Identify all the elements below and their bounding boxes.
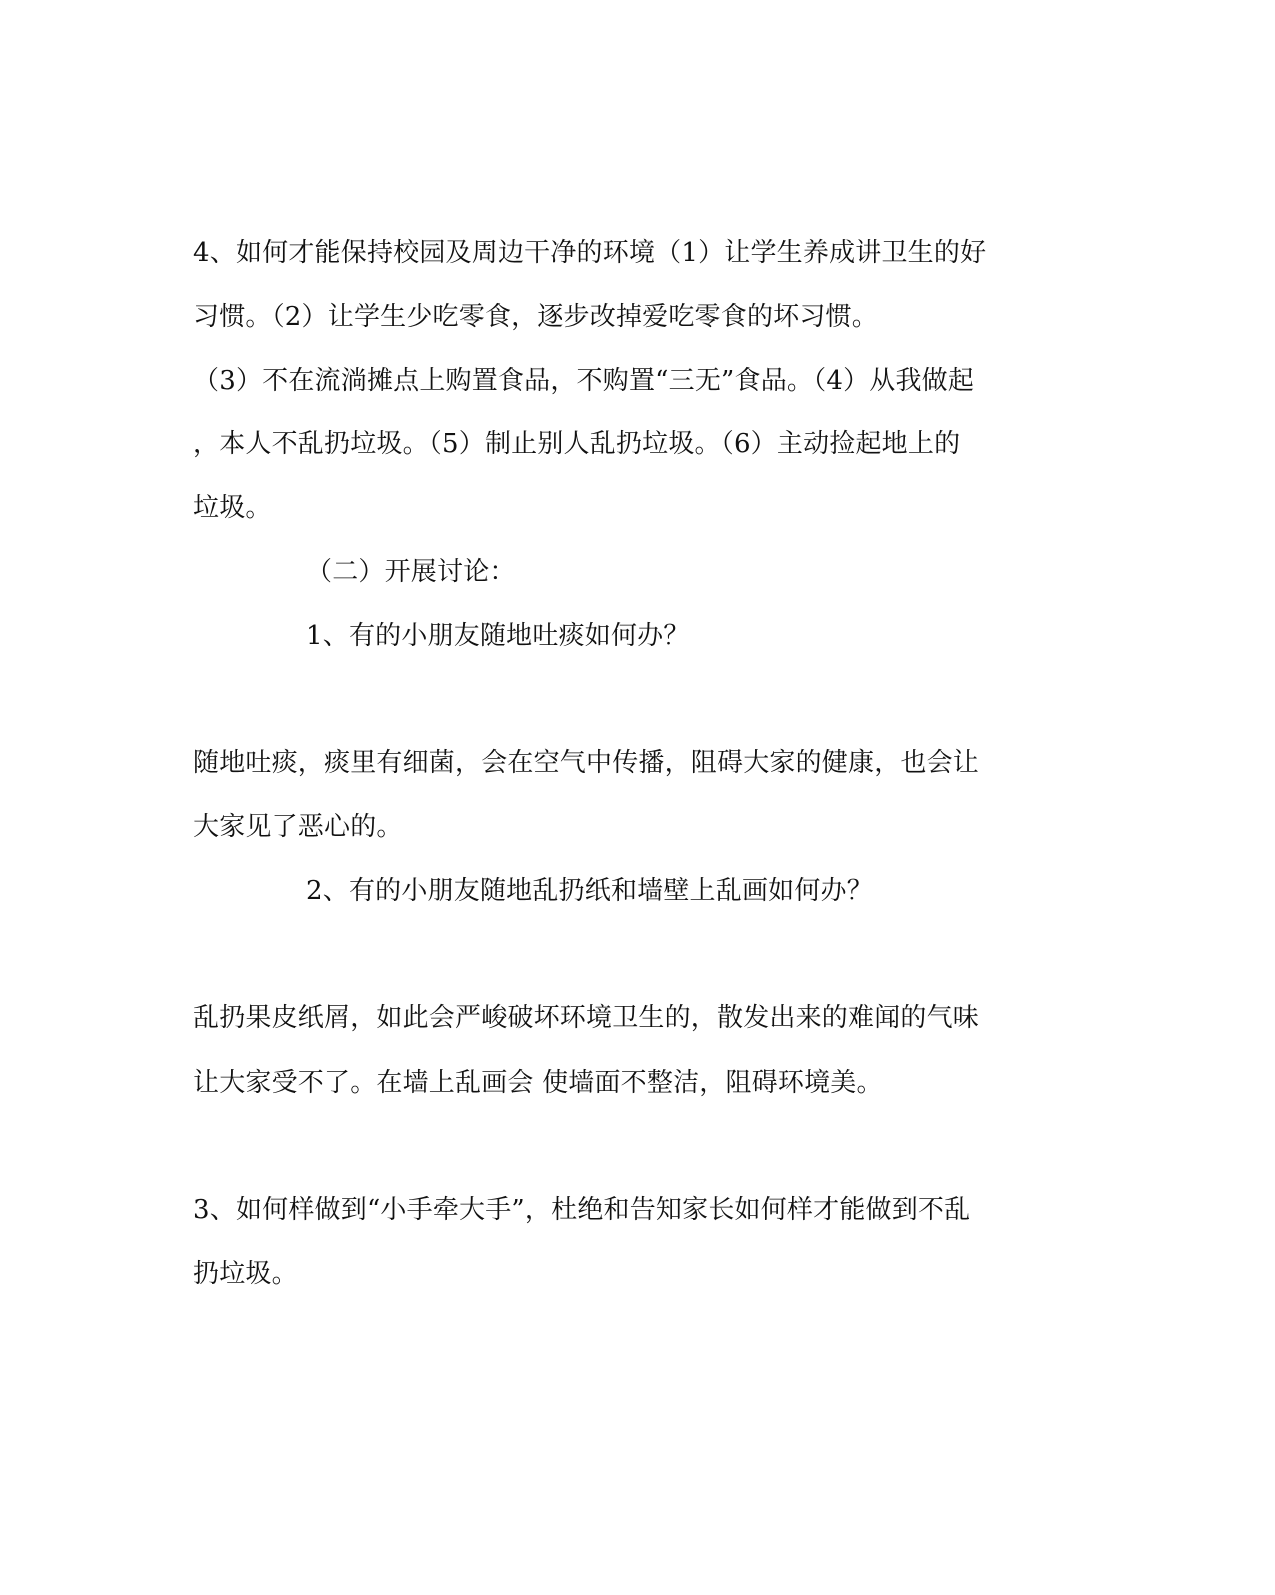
text-line: 乱扔果皮纸屑，如此会严峻破坏环境卫生的，散发出来的难闻的气味 bbox=[193, 1003, 980, 1033]
text-line: 4、如何才能保持校园及周边干净的环境（1）让学生养成讲卫生的好 bbox=[193, 238, 987, 268]
text-line: 让大家受不了。在墙上乱画会 使墙面不整洁，阻碍环境美。 bbox=[193, 1068, 883, 1098]
text-line: 随地吐痰，痰里有细菌，会在空气中传播，阻碍大家的健康，也会让 bbox=[193, 748, 980, 778]
discussion-question: 2、有的小朋友随地乱扔纸和墙壁上乱画如何办？ bbox=[306, 876, 873, 906]
discussion-question: 3、如何样做到“小手牵大手”，杜绝和告知家长如何样才能做到不乱 bbox=[193, 1195, 971, 1225]
text-line: 习惯。（2）让学生少吃零食，逐步改掉爱吃零食的坏习惯。 bbox=[193, 302, 878, 332]
text-line: 扔垃圾。 bbox=[193, 1259, 298, 1289]
text-line: （3）不在流淌摊点上购置食品，不购置“三无”食品。（4）从我做起 bbox=[193, 366, 975, 396]
text-line: 大家见了恶心的。 bbox=[193, 812, 403, 842]
text-line: 垃圾。 bbox=[193, 493, 272, 523]
text-line: ，本人不乱扔垃圾。（5）制止别人乱扔垃圾。（6）主动捡起地上的 bbox=[193, 429, 961, 459]
discussion-question: 1、有的小朋友随地吐痰如何办？ bbox=[306, 621, 690, 651]
section-heading: （二）开展讨论： bbox=[306, 557, 516, 587]
